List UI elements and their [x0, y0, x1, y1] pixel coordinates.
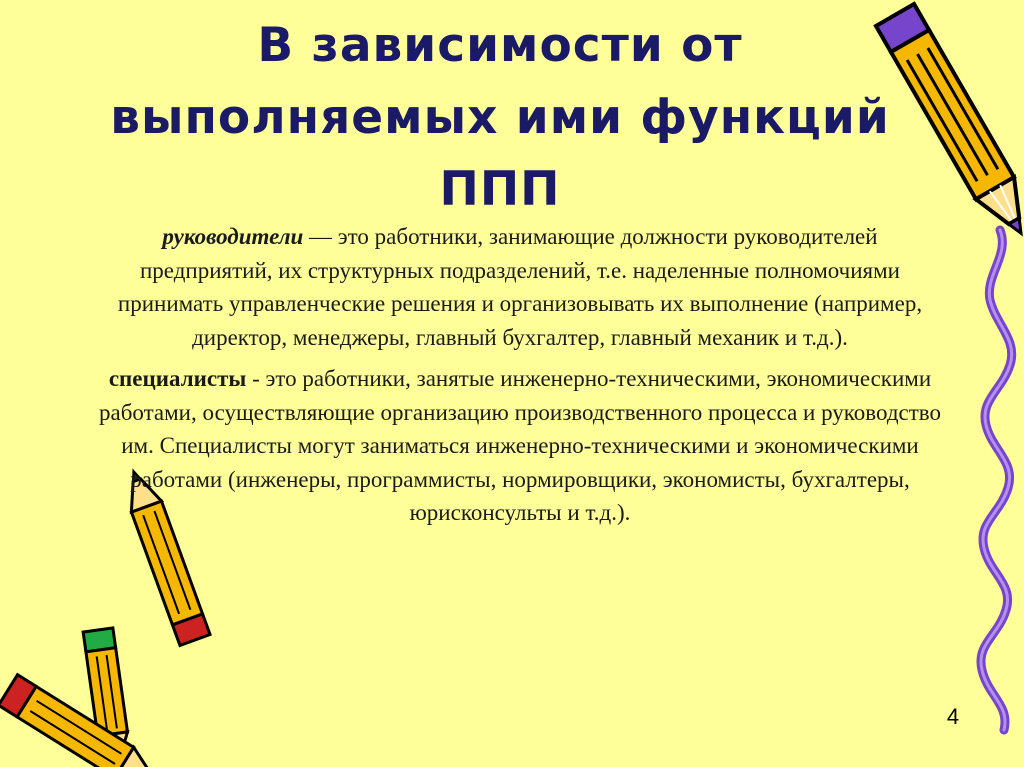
definition-specialists: - это работники, занятые инженерно-техническими, экономическими работами, осуществляющие организацию производственного процесса и руководство им. Специалисты могут заниматься инженерно-техническими и экономическими работами (инженеры, программисты, нормировщики, экономисты, бухгалтеры, юрисконсульты и т.д.).	[98, 366, 941, 525]
pencil-c	[0, 675, 167, 767]
title-line-1: В зависимости от	[257, 18, 743, 73]
definition-managers: — это работники, занимающие должности руководителей предприятий, их структурных подразделений, т.е. наделенные полномочиями принимать управленческие решения и организовывать их выполнение (например, директор, менеджеры, главный бухгалтер, главный механик и т.д.).	[117, 224, 923, 350]
slide-number: 4	[946, 704, 960, 729]
term-managers: руководители	[162, 224, 304, 249]
paragraph-managers	[95, 220, 945, 354]
title-line-3: ППП	[439, 162, 561, 217]
title-line-2: выполняемых ими функций	[110, 90, 890, 145]
page-title	[70, 10, 930, 226]
paragraph-specialists	[95, 362, 945, 530]
slide-body	[95, 220, 945, 530]
term-specialists: специалисты	[108, 366, 247, 391]
squiggle-line	[981, 230, 1012, 730]
